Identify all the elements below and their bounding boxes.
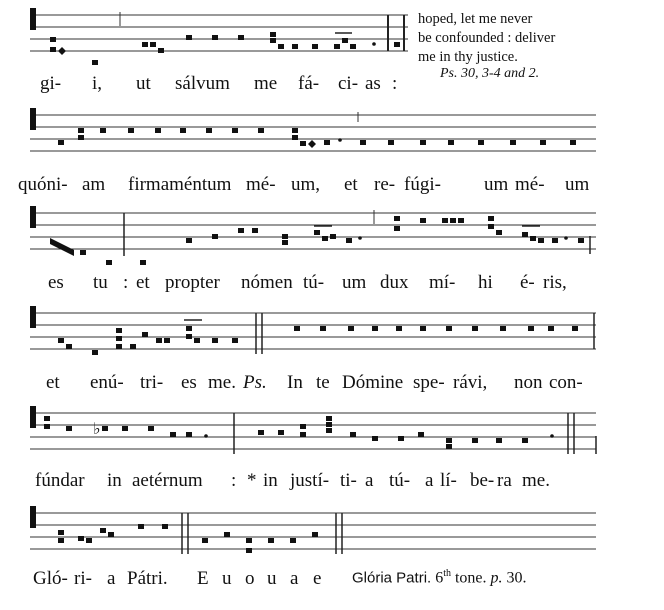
staff-6 [0, 498, 664, 564]
syllable: mé- [246, 174, 276, 195]
lyric-line-1 [0, 71, 664, 97]
syllable: ris, [543, 272, 567, 293]
tone-word: tone. [454, 569, 487, 587]
syllable: : [123, 272, 129, 293]
lyric-line-3 [0, 270, 664, 296]
syllable: es [48, 272, 64, 293]
page-label: p. [490, 569, 503, 587]
syllable: : [231, 470, 237, 491]
syllable: um [484, 174, 509, 195]
syllable: a [365, 470, 374, 491]
syllable: nómen [241, 272, 293, 293]
syllable: con- [549, 372, 583, 393]
do-clef-icon [30, 8, 36, 30]
neume-group [58, 326, 578, 355]
syllable: justí- [290, 470, 330, 491]
syllable: et [344, 174, 358, 195]
staff-5 [0, 398, 664, 468]
flat-sign-icon: ♭ [93, 419, 101, 438]
syllable: am [82, 174, 106, 195]
gloria-patri-label: Glória Patri. [352, 569, 432, 587]
syllable: in [263, 470, 278, 491]
syllable: propter [165, 272, 220, 293]
syllable: lí- [440, 470, 457, 491]
syllable: In [287, 372, 303, 393]
syllable: a [425, 470, 434, 491]
staff-4 [0, 298, 664, 368]
syllable: ri- [74, 568, 92, 589]
syllable: te [316, 372, 330, 393]
syllable: me. [208, 372, 236, 393]
do-clef-icon [30, 506, 36, 528]
syllable: Dómine [342, 372, 404, 393]
syllable: um, [291, 174, 321, 195]
translation-line: be confounded : deliver [418, 30, 556, 46]
tone-footer [352, 568, 527, 587]
syllable: dux [380, 272, 409, 293]
lyric-line-2 [0, 172, 664, 198]
translation-line: hoped, let me never [418, 11, 533, 27]
do-clef-icon [30, 406, 36, 428]
syllable: me. [522, 470, 550, 491]
staff-3 [0, 198, 664, 268]
syllable: mé- [515, 174, 545, 195]
syllable: et [136, 272, 150, 293]
syllable: re- [374, 174, 396, 195]
syllable: ci- [338, 73, 359, 94]
syllable: é- [520, 272, 535, 293]
syllable: i, [92, 73, 103, 94]
syllable: fúndar [35, 470, 85, 491]
translation-text [418, 10, 555, 67]
tone-number: 6 [435, 569, 444, 587]
neume-group [50, 32, 400, 65]
syllable: enú- [90, 372, 124, 393]
syllable: tú- [303, 272, 325, 293]
syllable: me [254, 73, 278, 94]
euouae-vowel: e [313, 568, 322, 589]
euouae-vowel: o [245, 568, 255, 589]
tone-suffix: th [443, 568, 451, 579]
staff-1 [0, 0, 664, 70]
syllable: Pátri. [127, 568, 168, 589]
syllable: tu [93, 272, 108, 293]
syllable: hi [478, 272, 493, 293]
syllable: fá- [298, 73, 320, 94]
do-clef-icon [30, 206, 36, 228]
syllable: : [392, 73, 398, 94]
syllable: Gló- [33, 568, 68, 589]
lyric-line-4 [0, 370, 664, 396]
syllable: be- [470, 470, 495, 491]
syllable: fúgi- [404, 174, 441, 195]
syllable: rávi, [453, 372, 488, 393]
syllable: sálvum [175, 73, 230, 94]
syllable: non [514, 372, 543, 393]
staff-2 [0, 100, 664, 170]
psalm-marker: Ps. [243, 372, 267, 393]
psalm-reference: Ps. 30, 3-4 and 2. [440, 66, 540, 81]
do-clef-icon [30, 108, 36, 130]
asterisk-marker: * [247, 470, 257, 491]
neume-group [44, 416, 554, 449]
neume-group [58, 128, 576, 148]
syllable: quóni- [18, 174, 68, 195]
syllable: firmaméntum [128, 174, 232, 195]
syllable: tú- [389, 470, 411, 491]
euouae-vowel: u [222, 568, 232, 589]
syllable: tri- [140, 372, 164, 393]
syllable: mí- [429, 272, 456, 293]
syllable: gi- [40, 73, 62, 94]
page-number: 30. [506, 569, 527, 587]
neume-group [50, 216, 584, 265]
lyric-line-6 [0, 566, 664, 592]
syllable: ti- [340, 470, 357, 491]
euouae-vowel: a [290, 568, 299, 589]
syllable: ut [136, 73, 151, 94]
translation-line: me in thy justice. [418, 49, 518, 65]
syllable: as [365, 73, 381, 94]
syllable: aetérnum [132, 470, 203, 491]
euouae-vowel: u [267, 568, 277, 589]
syllable: es [181, 372, 197, 393]
syllable: spe- [413, 372, 445, 393]
syllable: um [565, 174, 590, 195]
euouae-vowel: E [197, 568, 209, 589]
syllable: ra [497, 470, 512, 491]
syllable: a [107, 568, 116, 589]
syllable: in [107, 470, 122, 491]
lyric-line-5 [0, 468, 664, 494]
syllable: um [342, 272, 367, 293]
syllable: et [46, 372, 60, 393]
do-clef-icon [30, 306, 36, 328]
